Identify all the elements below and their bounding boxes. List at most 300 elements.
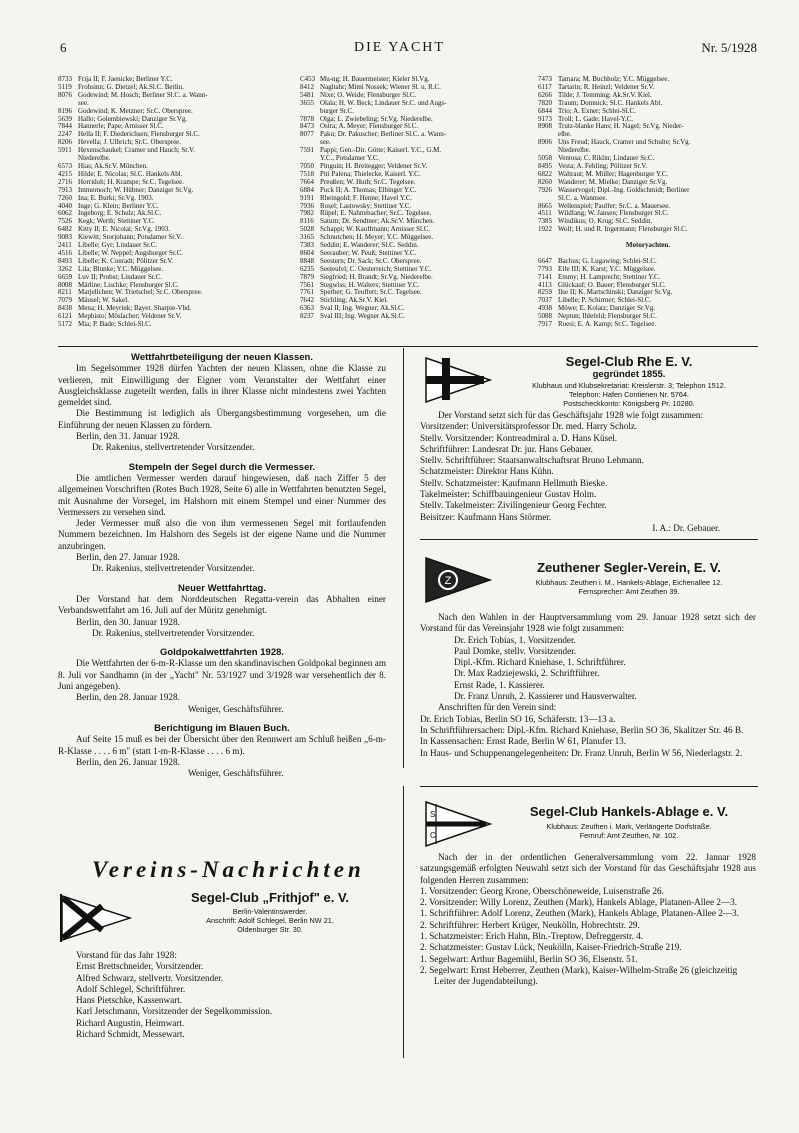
board-member-line: 2. Schriftführer: Herbert Krüger, Neukölln, Hobrechtstr. 29. [420,919,640,930]
yacht-entry: Hella II; F. Diederichsen; Flensburger Sl.C. [78,131,200,139]
register-entry [538,171,758,179]
board-member-line: Dr. Max Radziejewski, 2. Schriftführer. [454,668,600,679]
register-entry [538,226,758,234]
sail-number: 8077 [300,131,314,139]
register-entry [538,313,758,321]
register-entry [300,305,528,313]
yacht-entry: Inge; G. Klein; Berliner Y.C. [78,202,159,210]
yacht-entry: Mephisto; Möslacher; Veldener Sr.V. [78,313,182,321]
register-entry [538,305,758,313]
register-entry [300,100,528,108]
register-entry-continuation: Niederelbe. [78,155,111,163]
register-entry-continuation: Niederelbe. [558,147,591,155]
signature: I. A.: Dr. Gebauer. [652,522,720,533]
register-entry [538,274,758,282]
register-entry [538,84,758,92]
register-entry [300,84,528,92]
paragraph: Nach den Wahlen in der Hauptversammlung vom 29. Januar 1928 setzt sich der Vorstand für das Vereinsjahr 1928 wie folgt zusammen: [420,612,756,634]
board-member-line: Alfred Schwarz, stellvertr. Vorsitzender. [76,972,224,983]
yacht-entry: Rüpel; E. Nahmmacher; Sr.C. Tegelsee. [320,210,432,218]
yacht-entry: Windikus; O. Krug; Sl.C. Seddin. [558,218,653,226]
svg-text:Z: Z [444,575,452,587]
yacht-entry: Frija II; F. Jaenicke; Berliner Y.C. [78,76,173,83]
register-entry [58,76,298,84]
address-line: In Kassensachen: Ernst Rade, Berlin W 61, Planufer 13. [420,736,627,747]
register-entry [58,187,298,195]
register-entry [538,92,758,100]
sail-number: 8473 [300,123,314,131]
yacht-entry: Paku; Dr. Pakuscher; Berliner Sl.C. a. Wann- [320,131,447,139]
hankels-board [420,852,756,988]
sail-number: 7079 [58,297,72,305]
board-member-line: 2. Vorsitzender: Willy Lorenz, Zeuthen (Mark), Hankels Ablage, Platanen-Allee 2—3. [420,897,738,908]
register-entry [300,116,528,124]
yacht-entry: Preußen; W. Huth; Sr.C. Tegelsee. [320,178,416,186]
sail-number: 6117 [538,83,552,91]
register-entry [538,108,758,116]
board-member-line: Ernst Brettschneider, Vorsitzender. [76,961,204,972]
yacht-entry: Mäusel; W. Sakel. [78,297,129,305]
board-member-line: Stellv. Takelmeister: Zivilingenieur Georg Fechter. [420,500,607,511]
register-entry [538,321,758,329]
register-entry [58,195,298,203]
sail-number: 6482 [58,226,72,234]
club-telephone: Telephon: Hafen Contienen Nr. 5764. [568,390,690,399]
yacht-entry: Libelle; K. Conradt; Pölitzer Sr.V. [78,257,174,265]
sail-number: 8116 [300,218,314,226]
sail-number: 8260 [538,178,552,186]
register-spacer [538,234,758,242]
register-entry [538,76,758,84]
sail-number: 4938 [538,305,552,313]
sail-number: 8196 [58,107,72,115]
register-entry [58,313,298,321]
register-entry-continuation: elbe. [558,131,572,139]
flag-letter: C [430,831,436,840]
yacht-entry: Horridoh; H. Krampe; Sr.C. Tegelsee. [78,178,184,186]
sail-number: 7591 [300,147,314,155]
register-entry [300,76,528,84]
sail-number: 5028 [300,226,314,234]
paragraph: Die Wettfahrten der 6-m-R-Klasse um den skandinavischen Goldpokal beginnen am 8. Juli vor Sandhamn (in der „Yacht" Nr. 53/1927 und 3/1928 war versehentlich der 8. Juni angegeben). [58,658,386,692]
register-entry [538,179,758,187]
register-entry [538,297,758,305]
register-entry [300,203,528,211]
sail-number: 6121 [58,313,72,321]
section-heading: Neuer Wettfahrttag. [178,582,266,594]
register-entry [538,203,758,211]
sail-number: 7141 [538,273,552,281]
sail-number: 6062 [58,210,72,218]
register-entry [300,226,528,234]
board-member-line: Dr. Erich Tobias, 1. Vorsitzender. [454,634,576,645]
sail-number: 8237 [300,313,314,321]
register-entry [300,210,528,218]
yacht-entry: Ilse II; K. Martschinski; Danziger Sr.Vg. [558,289,673,297]
register-entry [300,266,528,274]
register-entry-continuation: Y.C., Potsdamer Y.C. [320,155,380,163]
register-entry [300,258,528,266]
board-member-line: Hans Pietschke, Kassenwart. [76,995,183,1006]
yacht-entry: Vesta; A. Fehling; Pölitzer Sr.V. [558,162,648,170]
yacht-entry: Roesi; E. A. Kamp; Sr.C. Tegelsee. [558,321,657,329]
sail-number: 6363 [300,305,314,313]
yacht-entry: Sval II; Ing. Wegner; Ak.Sl.C. [320,305,405,313]
sail-number: 7385 [538,218,552,226]
yacht-entry: Uns Freud; Hauck, Cramer und Schulte; Sr.Vg. [558,139,691,147]
column-rule [403,348,404,768]
yacht-entry: Seddin; E. Wanderer; Sl.C. Seddin. [320,242,419,250]
sail-number: 8495 [538,162,552,170]
register-entry [58,289,298,297]
yacht-entry: Schappi; W. Kauffmann; Arnisser Sl.C. [320,226,431,234]
signature: Weniger, Geschäftsführer. [188,768,284,779]
yacht-entry: Waltraut; M. Müller; Hagenburger Y.C. [558,170,669,178]
sail-number: 7518 [300,170,314,178]
section-heading: Wettfahrtbeteiligung der neuen Klassen. [131,352,313,363]
club-title: Zeuthener Segler-Verein, E. V. [537,560,721,575]
sail-number: 4215 [58,170,72,178]
date-line: Berlin, den 30. Januar 1928. [76,616,180,627]
yacht-entry: Ingeborg; E. Schulz; Ak.Sl.C. [78,210,162,218]
page-number: 6 [60,40,67,55]
flag-letter: S [430,810,436,819]
yacht-entry: Schnutchen; H. Meyer; Y.C. Müggelsee. [320,234,434,242]
yacht-entry: Hannerle; Pape; Arnisser Sl.C. [78,123,164,131]
yacht-entry: Immernoch; W. Hübner; Danziger Sr.Vg. [78,186,194,194]
sail-number: 6884 [300,186,314,194]
club-location: Berlin-Valentinswerder. [232,907,308,916]
club-postal-account: Postscheckkonto: Königsberg Pr. 10280. [563,399,695,408]
date-line: Berlin, den 27. Januar 1928. [76,552,180,563]
sail-number: 6822 [538,170,552,178]
board-member-line: Paul Domke, stellv. Vorsitzender. [454,645,577,656]
register-entry-continuation: Sl.C. a. Wannsee. [558,194,608,202]
left-column [58,352,386,779]
register-entry [538,266,758,274]
register-entry [538,210,758,218]
yacht-entry: Lila; Blunke; Y.C. Müggelsee. [78,265,164,273]
hankels-header [500,804,758,840]
sail-number: 5639 [58,115,72,123]
board-member-line: 1. Segelwart: Arthur Bagemühl, Berlin SO 36, Elsenstr. 51. [420,953,638,964]
sail-number: 7913 [58,186,72,194]
yacht-entry: Hilde; E. Nicolas; Sl.C. Hankels Abl. [78,170,183,178]
board-member-line: Richard Schmidt, Messewart. [76,1029,185,1040]
yacht-entry: Olga; L. Zwiebeling; Sr.Vg. Niederelbe. [320,115,433,123]
register-entry [538,100,758,108]
yacht-entry: Olala; H. W. Beck; Lindauer Sr.C. und Augs- [320,99,447,107]
rhe-header [500,354,758,408]
yacht-entry: Rheingold; F. Henne; Havel Y.C. [320,194,413,202]
register-entry [58,123,298,131]
sail-number: 7050 [300,162,314,170]
yacht-entry: Ventosa; C. Riklin; Lindauer Sr.C. [558,155,655,163]
sail-number: 9173 [538,115,552,123]
yacht-entry: Seestern; Dr. Sack; Sr.C. Oberspree. [320,257,422,265]
yacht-entry: Wolf; H. und R. Ingermann; Flensburger Sl.C. [558,226,688,234]
sail-number: 7642 [300,297,314,305]
yacht-entry: Piti Palena; Thielecke, Kaiserl. Y.C. [320,170,421,178]
register-entry [300,179,528,187]
register-entry [538,282,758,290]
yacht-entry: Rosel; Lastowsky; Stettiner Y.C. [320,202,412,210]
yacht-entry: Stegwiss; H. Walters; Stettiner Y.C. [320,281,420,289]
sail-number: 2247 [58,131,72,139]
register-entry [58,297,298,305]
sail-number: 8604 [300,249,314,257]
register-entry [58,305,298,313]
register-entry [58,203,298,211]
yacht-entry: Sperber; G. Teuffert; Sr.C. Tegelsee. [320,289,422,297]
yacht-entry: Elfe III; K. Karst; Y.C. Müggelsee. [558,265,656,273]
yacht-entry: Kitty II; E. Nicolai; Sr.Vg. 1903. [78,226,170,234]
yacht-entry: Frohsinn; G. Dietzel; Ak.Sl.C. Berlin. [78,83,184,91]
signature: Weniger, Geschäftsführer. [188,703,284,714]
yacht-entry: Tartarin; R. Heinzl; Veldener Sr.V. [558,83,655,91]
yacht-entry: Möwe; E. Kolatz; Danziger Sr.Vg. [558,305,656,313]
register-entry [300,123,528,131]
sail-number: 9191 [300,194,314,202]
sail-number: 7878 [300,115,314,123]
paragraph: Der Vorstand hat dem Norddeutschen Regatta-verein das Abhalten einer Verbandswettfahrt am 16. Juli auf der Müritz genehmigt. [58,593,386,616]
yacht-entry: Godewind; K. Metzner; Sr.C. Oberspree. [78,107,193,115]
yacht-entry: Sval III; Ing. Wegner Ak.Sl.C. [320,313,405,321]
rhe-board [420,410,756,534]
sail-number: 7926 [538,186,552,194]
register-entry [58,226,298,234]
sail-number: 5088 [538,313,552,321]
horizontal-rule [58,346,758,347]
sail-number: 4040 [58,202,72,210]
sail-number: 7793 [538,265,552,273]
yacht-entry: Tamara; M. Buchholz; Y.C. Müggelsee. [558,76,670,83]
date-line: Berlin, den 28. Januar 1928. [76,692,180,703]
sail-number: 7820 [538,99,552,107]
sail-number: 3165 [300,234,314,242]
yacht-entry: Mena; H. Meyrink; Bayer. Sharpie-Vbd. [78,305,192,313]
sail-number: 8665 [538,202,552,210]
register-entry [58,92,298,100]
board-member-line: Adolf Schlegel, Schriftführer. [76,983,186,994]
yacht-entry: Luv II; Probst; Lindauer Sr.C. [78,273,162,281]
section-heading: Stempeln der Segel durch die Vermesser. [128,461,316,473]
register-entry [58,163,298,171]
register-column-2 [300,76,528,321]
register-entry [58,321,298,329]
board-member-line: Vorsitzender: Universitätsprofessor Dr. med. Harry Scholz. [420,421,638,432]
sail-number: 7526 [58,218,72,226]
sail-number: 7473 [538,76,552,83]
sail-number: 8206 [58,139,72,147]
sail-number: 5481 [300,91,314,99]
yacht-entry: Hallo; Golembiewski; Danziger Sr.Vg. [78,115,188,123]
register-entry [538,139,758,147]
board-member-line: 1. Vorsitzender: Georg Krone, Oberschöneweide, Luisenstraße 26. [420,885,664,896]
yacht-entry: Pinguin; H. Breitegger; Veldener Sr.V. [320,162,428,170]
yacht-entry: Bachus; G. Lugawing; Schlei-Sl.C. [558,257,657,265]
register-entry [300,234,528,242]
section-heading: Berichtigung im Blauen Buch. [154,722,290,734]
register-entry [58,218,298,226]
register-column-1 [58,76,298,329]
sail-number: 7982 [300,210,314,218]
register-entry [300,171,528,179]
register-entry [300,187,528,195]
sail-number: 8908 [538,123,552,131]
register-entry [300,147,528,155]
sail-number: 6573 [58,162,72,170]
register-entry [300,195,528,203]
register-entry [300,250,528,258]
sail-number: 7037 [538,297,552,305]
register-spacer [538,250,758,258]
sail-number: 7761 [300,289,314,297]
register-entry [300,282,528,290]
sail-number: 6647 [538,257,552,265]
register-entry [538,155,758,163]
sail-number: 8076 [58,91,72,99]
sail-number: 7879 [300,273,314,281]
zeuthen-header [500,560,758,596]
board-member-line: Karl Jetschmann, Vorsitzender der Segelkommission. [76,1006,273,1017]
yacht-entry: Libelle; Gyr; Lindauer Sr.C. [78,242,158,250]
sail-number: 8438 [58,305,72,313]
club-address: Klubhaus: Zeuthen i. M., Hankels-Ablage, Eichenallee 12. [535,578,723,587]
yacht-entry: Puck II; A. Thomas; Elbinger Y.C. [320,186,417,194]
club-address: Anschrift: Adolf Schlegel, Berlin NW 21, [206,916,334,925]
yacht-entry: Ostra; A. Meyer; Flensburger Sl.C. [320,123,419,131]
sail-number: 5911 [58,147,72,155]
club-title: Segel-Club „Frithjof" e. V. [190,890,350,905]
register-entry [58,234,298,242]
club-address: Oldenburger Str. 30. [237,925,303,934]
yacht-entry: Mia; P. Bade; Schlei-Sl.C. [78,321,152,329]
board-member-line: Takelmeister: Schiffbauingenieur Gustav Holm. [420,489,597,500]
register-section-title: Motoryachten. [625,242,671,250]
zeuthen-burgee-icon [424,556,492,604]
paragraph: Anschriften für den Verein sind: [438,702,557,713]
paragraph: Auf Seite 15 muß es bei der Übersicht über den Rennwert am Schluß heißen „6-m-R-Klasse . . . . 6 m" (statt 1-m-R-Klasse . . . . 6 m). [58,734,386,756]
register-entry [300,289,528,297]
club-address: Klubhaus und Klubsekretariat: Kreislerstr. 3; Telephon 1512. [532,381,726,390]
register-entry-continuation: see. [78,99,89,107]
club-founded: gegründet 1855. [592,369,666,380]
yacht-entry: Tilde; J. Temming; Ak.Sr.V. Kiel. [558,91,652,99]
yacht-entry: Godewind; M. Hosch; Berliner Sl.C. a. Wann- [78,91,208,99]
yacht-entry: Stichling; Ak.Sr.V. Kiel. [320,297,388,305]
journal-title: DIE YACHT [354,40,445,55]
register-entry [58,84,298,92]
address-line: Dr. Erich Tobias, Berlin SO 16, Schäferstr. 13—13 a. [420,713,616,724]
paragraph: Jeder Vermesser muß also die von ihm vermessenen Segel mit fortlaufenden Nummern bezeichnen. Im Halshorn des Segels ist der eigene Name und die Nummer anzubringen. [58,518,386,551]
sail-number: 1922 [538,226,552,234]
sail-number: 8412 [300,83,314,91]
sail-number: 6844 [538,107,552,115]
register-entry [58,258,298,266]
sail-number: 4113 [538,281,552,289]
paragraph: Im Segelsommer 1928 dürfen Yachten der neuen Klassen, ohne die Klasse zu verlieren, mit Einwilligung der Eigner vom Veranstalter der Wettfahrt einer Ausgleichsklasse zugeteilt werden, falls in ihrer Klasse nicht mindestens zwei Yachten gemeldet sind. [58,363,386,408]
board-member-line: Vorstand für das Jahr 1928: [76,950,177,960]
sail-number: 6235 [300,265,314,273]
yacht-entry: Seerauber; W. Peuß; Stettiner Y.C. [320,249,417,257]
register-entry [58,171,298,179]
register-entry [58,242,298,250]
yacht-entry: Traum; Domnick; Sl.C. Hankels Abl. [558,99,663,107]
yacht-entry: Marjellchen; W. Trietschel; Sr.C. Oberspree. [78,289,203,297]
sail-number: 7936 [300,202,314,210]
board-member-line: Stellv. Schriftführer: Staatsanwaltschaftsrat Bruno Lehmann. [420,455,644,466]
board-member-line: Schriftführer: Landesrat Dr. jur. Hans Gebauer. [420,443,593,454]
club-telephone: Fernruf: Amt Zeuthen, Nr. 102. [579,831,679,840]
club-address: Klubhaus: Zeuthen i. Mark, Verlängerte Dorfstraße. [546,822,712,831]
sail-number: 8008 [58,281,72,289]
register-entry [58,108,298,116]
sail-number: 8211 [58,289,72,297]
sail-number: 7844 [58,123,72,131]
signature: Dr. Rakenius, stellvertretender Vorsitzender. [92,627,255,638]
date-line: Berlin, den 31. Januar 1928. [76,431,180,442]
yacht-entry: Nagltahr; Mimi Nossek; Wiener Sl. u. R.C. [320,83,441,91]
register-column-3 [538,76,758,329]
register-entry [58,139,298,147]
sail-number: 6266 [538,91,552,99]
yacht-entry: Libelle; W. Neppel; Augsburger Sr.C. [78,249,184,257]
yacht-entry: Siegfried; H. Brandt; Sr.Vg. Niederelbe. [320,273,433,281]
signature: Dr. Rakenius, stellvertretender Vorsitzender. [92,442,255,453]
frithjof-header [150,890,390,934]
sail-number: 7664 [300,178,314,186]
sail-number: 7561 [300,281,314,289]
register-entry [58,131,298,139]
board-member-line: 2. Segelwart: Ernst Heberrer, Zeuthen (Mark), Kaiser-Wilhelm-Straße 26 (gleichzeitig Leiter der Jugendabteilung). [420,964,738,987]
register-entry [58,210,298,218]
board-member-line: Ernst Rade, 1. Kassierer. [454,679,545,690]
sail-number: 5172 [58,321,72,329]
address-line: In Haus- und Schuppenangelegenheiten: Dr. Franz Unruh, Berlin W 56, Niederlagstr. 2. [420,747,743,758]
sail-number: 3262 [58,265,72,273]
register-entry [300,218,528,226]
board-member-line: Dr. Franz Unruh, 2. Kassierer und Hausverwalter. [454,691,637,702]
register-entry [300,274,528,282]
yacht-entry: Wellenspiel; Pauffer; Sr.C. a. Mauersee. [558,202,671,210]
paragraph: Die amtlichen Vermesser werden darauf hingewiesen, daß nach Ziffer 5 der allgemeinen Vorschriften (Rotes Buch 1928, Seite 6) alle in Wettfahrten benutzten Segel, mit Ausnahme der Vorsegel, im Halshorn mit einem Stempel und einer Nummer des Vermessers zu versehen sind. [58,472,386,517]
board-member-line: Stellv. Vorsitzender: Kontreadmiral a. D. Hans Küsel. [420,432,618,443]
register-entry [538,116,758,124]
register-entry [538,163,758,171]
yacht-entry: Pappi; Gen.-Dir. Götte; Kaiserl. Y.C., G.M. [320,147,442,155]
yacht-entry: Mu-ng; H. Bauermeister; Kieler Sl.Vg. [320,76,430,83]
sail-number: 2716 [58,178,72,186]
yacht-entry: Troll; L. Gade; Havel-Y.C. [558,115,634,123]
register-entry [538,187,758,195]
register-entry [300,92,528,100]
register-entry [538,258,758,266]
frithjof-burgee-icon [60,892,132,944]
board-member-line: Dipl.-Kfm. Richard Kniehase, 1. Schriftführer. [454,657,626,668]
sail-number: 7917 [538,321,552,329]
sail-number: 2411 [58,242,72,250]
sail-number: 4516 [58,249,72,257]
register-entry [538,289,758,297]
register-entry [300,131,528,139]
sail-number: 8493 [58,257,72,265]
frithjof-board [58,950,386,1040]
yacht-entry: Hevella; J. Ulbrich; Sr.C. Oberspree. [78,139,182,147]
paragraph: Nach der in der ordentlichen Generalversammlung vom 22. Januar 1928 satzungsgemäß erfolgten Neuwahl setzt sich der Vorstand für das Geschäftsjahr 1928 aus folgenden Herren zusammen: [420,852,756,885]
board-member-line: Schatzmeister: Direktor Hans Kühn. [420,466,554,477]
hankels-burgee-icon [424,800,492,848]
